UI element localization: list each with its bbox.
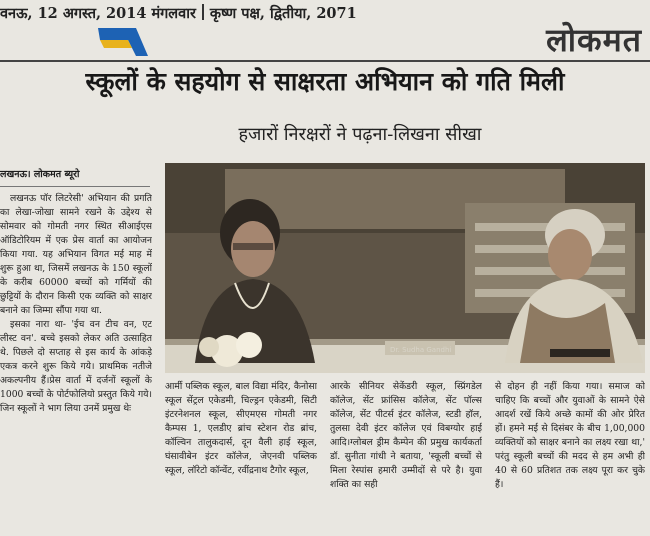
paragraph: से दोहन ही नहीं किया गया। समाज को चाहिए कि बच्चों और युवाओं के सामने ऐसे आदर्श रखें किये अच्छे कामों की ओर प्रेरित हों। हमने मई से दिसंबर के बीच 1,00,000 व्यक्तियों को साक्षर बनाने का लक्ष्य रखा था,' परंतु स्कूली बच्चों की मदद से हम अभी ही 40 से 60 प्रतिशत तक लक्ष्य पूरा कर चुके हैं।: [495, 381, 645, 490]
dateline: [0, 2, 440, 26]
dateline-date: वनऊ, 12 अगस्त, 2014 मंगलवार: [0, 5, 196, 22]
article-byline: लखनऊ। लोकमत ब्यूरो: [0, 169, 80, 180]
article-subheadline: हजारों निरक्षरों ने पढ़ना-लिखना सीखा: [238, 124, 482, 145]
article-column-1: [0, 192, 152, 536]
paragraph: इसका नारा था- 'ईच वन टीच वन, एट लीस्ट वन'. बच्चे इसको लेकर अति उत्साहित थे. पिछले दो सप्ताह से इस कार्य के आंकड़े एकत्र करने शुरू किये गये। प्राथमिक नतीजे अकल्पनीय हैं।प्रेस वार्ता में दर्जनों स्कूलों के 1000 बच्चों के पोर्टफोलियो प्रस्तुत किये गये। जिन स्कूलों ने भाग लिया उनमें प्रमुख थेः: [0, 319, 152, 414]
masthead-rule: [0, 60, 650, 62]
photo-nameplate-text: Dr. Sudha Gandhi: [390, 346, 452, 354]
paragraph: आरके सीनियर सेकेंडरी स्कूल, स्प्रिंगडेल कॉलेज, सेंट फ्रांसिस कॉलेज, सेंट पॉल्स कॉलेज, सेंट पीटर्स इंटर कॉलेज, स्टडी हॉल, तुलसा देवी इंटर कॉलेज एवं विबग्योर हाई आदि।ग्लोबल ड्रीम कैम्पेन की प्रमुख कार्यकर्ता डॉ. सुनीता गांधी ने बताया, 'स्कूली बच्चों से मिला रेस्पांस हमारी उम्मीदों से परे है। युवा शक्ति का सही: [330, 381, 482, 490]
article-column-4: [495, 380, 645, 536]
article-headline: स्कूलों के सहयोग से साक्षरता अभियान को गति मिली: [85, 67, 565, 96]
newspaper-masthead: लोकमत: [546, 21, 642, 59]
dateline-lunar-date: कृष्ण पक्ष, द्वितीया, 2071: [209, 5, 357, 22]
dateline-separator: [202, 4, 204, 20]
article-column-3: [330, 380, 482, 536]
press-conference-photo: [165, 163, 645, 373]
paragraph: लखनऊ पॉर लिटरेसी' अभियान की प्रगति का लेखा-जोखा सामने रखने के उद्देश्य से सोमवार को गोमती नगर स्थित सीआईएस ऑडिटोरियम में एक प्रेस वार्ता का आयोजन किया गया. यह अभियान विगत मई माह में शुरू हुआ था, जिसमें लखनऊ के 150 स्कूलों के करीब 60000 बच्चों को गर्मियों की छुट्टियों के दौरान किसी एक व्यक्ति को साक्षर बनाने का जिम्मा सौंपा गया था.: [0, 193, 152, 316]
paragraph: आर्मी पब्लिक स्कूल, बाल विद्या मंदिर, कैनोसा स्कूल सेंट्रल एकेडमी, चिल्ड्रन एकेडमी, सिटी इंटरनेशनल स्कूल, सीएमएस गोमती नगर कैम्पस 1, एलडीए ब्रांच स्टेशन रोड ब्रांच, कॉल्विन तालुकदार्स, दून वैली हाई स्कूल, घंसावीबेन इंटर कॉलेज, जेएनवी पब्लिक स्कूल, लॉरेटो कॉन्वेंट, रवींद्रनाथ टैगोर स्कूल,: [165, 381, 317, 476]
lokmat-logo-icon: [96, 26, 150, 62]
byline-divider: [0, 186, 150, 187]
article-column-2: [165, 380, 317, 536]
